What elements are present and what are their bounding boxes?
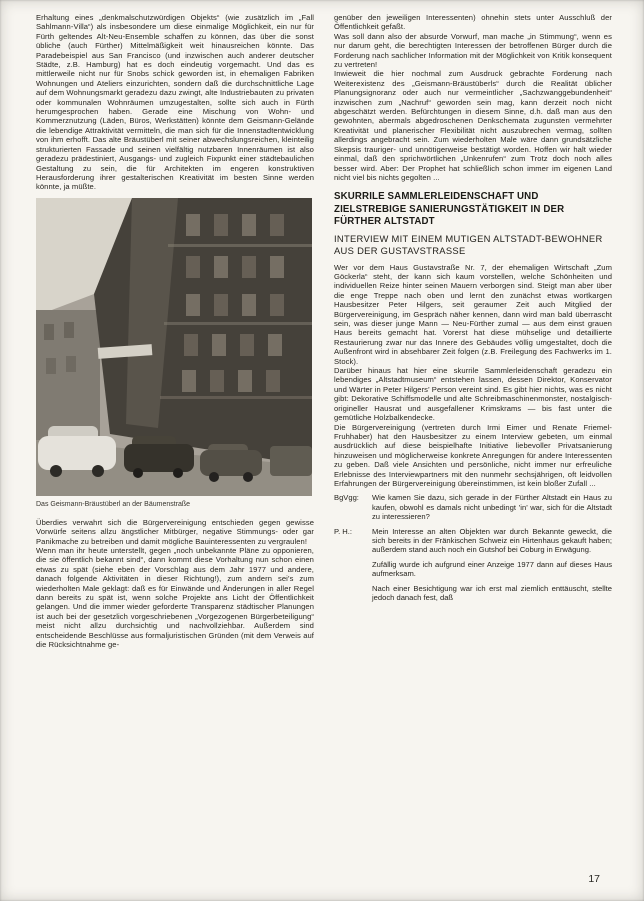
body-paragraph: Inwieweit die hier nochmal zum Ausdruck gebrachte Forderung nach Weiterexistenz des „Geismann-Bräustüberls“ durch die Realität üblicher Planungsignoranz oder auch nur vermeintlicher „Sachzwanggebundenheit“ inzwischen zum „Nachruf“ geworden sein mag, kann derzeit noch nicht abgeschätzt werden. Befürchtungen in diesem Sinne, d.h. daß man aus den gewohnten, abermals abgedroschenen Denkschemata zugunsten vermehrter Kreativität und planerischer Flexibilität nicht auszubrechen vermag, sollten allerdings angebracht sein. Zum wiederholten Male wäre dann grundsätzliche Skepsis trauriger- und unnötigerweise bestätigt worden. Hoffen wir halt wieder einmal, daß den sprichwörtlichen „Unkenrufen“ zum Trotz doch noch alles besser wird. Aber: Der Prophet hat schließlich schon immer im eigenen Land nicht viel bis nichts gegolten ... — [334, 69, 612, 182]
page-number: 17 — [588, 873, 600, 885]
speaker-label — [334, 584, 372, 603]
interview-text: Nach einer Besichtigung war ich erst mal ziemlich enttäuscht, stellte jedoch danach fest, daß — [372, 583, 612, 602]
body-paragraph: Was soll dann also der absurde Vorwurf, man mache „in Stimmung“, wenn es nur darum geht, die berechtigten Interessen der betroffenen Bürger durch die Forderung nach sachlicher Information mit der Möglichkeit von Kritik konsequent zu vertreten! — [334, 31, 612, 70]
speaker-label: P. H.: — [334, 526, 353, 536]
body-paragraph: Wenn man ihr heute unterstellt, gegen „noch unbekannte Pläne zu opponieren, die sie öffentlich bekannt sind“, dann kommt diese Vorhaltung nun schon einen etwas zu spät (siehe eben der Vorschlag aus dem Jahr 1977 und andere, danach folgende Aktivitäten in dieser Richtung!), zum andern sei’s zum wiederholten Male geklagt: daß es für Einwände und Änderungen in aller Regel dann bereits zu spät ist, wenn solche Projekte ans Licht der Öffentlichkeit gelangen. Und die immer wieder geforderte Transparenz städtischer Planungen ist auch bei der gesetzlich vorgeschriebenen „Vorgezogenen Bürgerbeteiligung“ meist nicht allzu durchsichtig und nachvollziehbar. Außerdem sind entscheidende Beschlüsse aus formaljuristischen Gründen (mit dem Verweis auf die Rücksichtnahme ge- — [36, 546, 314, 650]
building-photo-illustration — [36, 198, 312, 496]
right-column — [334, 13, 612, 650]
interview-text: Zufällig wurde ich aufgrund einer Anzeige 1977 dann auf dieses Haus aufmerksam. — [372, 559, 612, 579]
interview-entry — [334, 527, 612, 555]
photo-figure — [36, 198, 314, 509]
body-paragraph: Wer vor dem Haus Gustavstraße Nr. 7, der ehemaligen Wirtschaft „Zum Göckerla“ steht, der kann sich kaum vorstellen, welche Schönheiten und individuellen Reize hinter seinen Mauern verborgen sind. Steigt man aber über die enge Treppe nach oben und lernt den zunächst etwas wortkargen Hausbesitzer Peter Hilgers, seit geraumer Zeit auch Mitglied der Bürgervereinigung, im Gespräch näher kennen, dann wird man bald überrascht sein, was dieser junge Mann — Neu-Fürther zumal — aus dem einst grauen Haus bereits gemacht hat. Vorerst hat diese mühselige und detaillierte Restaurierung zwar nur das Innere des Gebäudes völlig umgestaltet, doch die Außenfront wird in absehbarer Zeit folgen (z.B. Freilegung des Fachwerks im 1. Stock). — [334, 262, 612, 366]
body-paragraph: genüber den jeweiligen Interessenten) ohnehin stets unter Ausschluß der Öffentlichkeit gefaßt. — [334, 13, 612, 32]
body-paragraph: Darüber hinaus hat hier eine skurrile Sammlerleidenschaft geradezu ein lebendiges „Altstadtmuseum“ entstehen lassen, dessen Direktor, Konservator und Wärter in Peter Hilgers’ Person vereint sind. Es gibt hier nichts, was es nicht gibt: Dekorative Schiffsmodelle und alte Schreibmaschinenmonster, nostalgisch-origineller Hausrat und ausgefallener Krimskrams — bis fast unter die gemütliche Holzbalkendecke. — [334, 366, 612, 423]
body-paragraph: Erhaltung eines „denkmalschutzwürdigen Objekts“ (wie zusätzlich im „Fall Sahlmann-Villa“) als insbesondere um diese einmalige Möglichkeit, ein nur für Fürth geltendes Alt-Neu-Ensemble schaffen zu können, das über die sonst übliche (auch Fürther) Mittelmäßigkeit weit hinausreichen könnte. Das Paradebeispiel aus San Francisco (und inzwischen auch anderer deutscher Städte, z.B. Hamburg) hat es doch eindeutig vorgemacht. Und das es mittlerweile nicht nur für Snobs schick geworden ist, in ehemaligen Fabriken Wohnungen und Ateliers einzurichten, sondern daß die durchschnittliche Lage auf dem Wohnungsmarkt geradezu dazu zwingt, alte Industriebauten zu privaten oder kommunalen Wohnräumen umzugestalten, sollte sich auch in Fürth herumgesprochen haben. Gerade eine Mischung von Wohn- und Kommerznutzung (Läden, Büros, Werkstätten) könnte dem Geismann-Gelände die lebendige Attraktivität vermitteln, die man sich für die Innenstadtentwicklung von ihm erhofft. Das alte Bräustüberl mit seiner abwechslungsreichen, kleinteilig strukturierten Fassade und seinen vielfältig nutzbaren Innenräumen ist also geradezu prädestiniert, Ausgangs- und zugleich Fixpunkt einer städtebaulichen Gestaltung zu sein, die für Architekten im engeren konstruktiven Herausforderung ihrer gestalterischen Kreativität im besten Sinne werden könnte, ja müßte. — [36, 13, 314, 192]
section-heading: SKURRILE SAMMLERLEIDENSCHAFT UND ZIELSTREBIGE SANIERUNGSTÄTIGKEIT IN DER FÜRTHER ALTSTADT — [334, 191, 565, 228]
interview-text: Mein Interesse an alten Objekten war durch Bekannte geweckt, die sich bereits in der Fränkischen Schweiz ein Hirtenhaus gekauft haben; außerdem stand auch noch ein Gutshof bei Coburg in Erwägung. — [372, 526, 612, 555]
interview-entry — [334, 560, 612, 579]
body-paragraph: Überdies verwahrt sich die Bürgervereinigung entschieden gegen gewisse Vorwürfe seitens allzu ängstlicher Mitbürger, negative Stimmungs- oder gar Panikmache zu betreiben und damit mögliche Bauinteressenten zu vergraulen! — [36, 517, 314, 546]
interview-text: Wie kamen Sie dazu, sich gerade in der Fürther Altstadt ein Haus zu kaufen, obwohl es damals nicht unbedingt ’in’ war, sich für die Altstadt zu interessieren? — [372, 493, 612, 522]
interview-entry — [334, 493, 612, 521]
interview-entry — [334, 584, 612, 603]
speaker-label — [334, 560, 372, 579]
building-photo — [36, 198, 312, 496]
speaker-label: BgVgg: — [334, 493, 359, 503]
left-column — [36, 13, 314, 650]
section-subheading: INTERVIEW MIT EINEM MUTIGEN ALTSTADT-BEWOHNER AUS DER GUSTAVSTRASSE — [334, 232, 603, 256]
photo-caption: Das Geismann-Bräustüberl an der Bäumenstraße — [36, 500, 191, 508]
body-paragraph: Die Bürgervereinigung (vertreten durch Irmi Eimer und Renate Friemel-Fruhhaber) hat den Hausbesitzer zu einem Interview gebeten, um einmal ausdrücklich auf diese beispielhafte Initiative liebevoller Privatsanierung hinzuweisen und möglicherweise konkrete Anregungen für andere Interessenten zu geben. Daß viele Ansichten und persönliche, nicht immer nur erfreuliche Erlebnisse des Interviewpartners mit den nunmehr sechsjährigen, oft leidvollen Erfahrungen der Bürgervereinigung übereinstimmen, ist kein bloßer Zufall ... — [334, 422, 612, 488]
